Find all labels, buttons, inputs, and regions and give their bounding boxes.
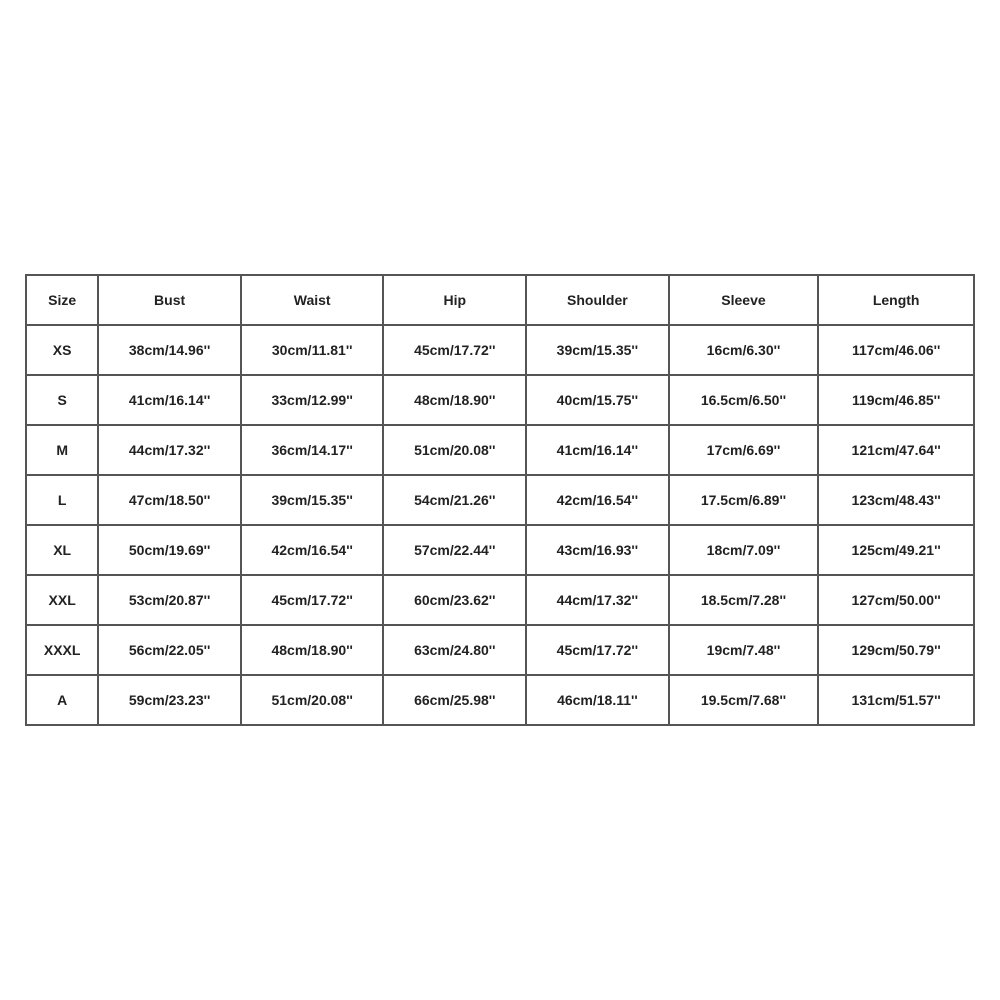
- table-row: [26, 475, 974, 525]
- cell-sleeve: 19cm/7.48'': [669, 625, 819, 675]
- cell-waist: 45cm/17.72'': [241, 575, 384, 625]
- cell-waist: 36cm/14.17'': [241, 425, 384, 475]
- table-row: [26, 325, 974, 375]
- cell-sleeve: 16.5cm/6.50'': [669, 375, 819, 425]
- cell-length: 129cm/50.79'': [818, 625, 974, 675]
- cell-bust: 50cm/19.69'': [98, 525, 241, 575]
- cell-hip: 51cm/20.08'': [383, 425, 526, 475]
- cell-waist: 39cm/15.35'': [241, 475, 384, 525]
- cell-length: 123cm/48.43'': [818, 475, 974, 525]
- cell-bust: 47cm/18.50'': [98, 475, 241, 525]
- table-header-row: [26, 275, 974, 325]
- cell-size: A: [26, 675, 98, 725]
- cell-hip: 63cm/24.80'': [383, 625, 526, 675]
- header-waist: Waist: [241, 275, 384, 325]
- cell-hip: 66cm/25.98'': [383, 675, 526, 725]
- header-shoulder: Shoulder: [526, 275, 669, 325]
- cell-shoulder: 46cm/18.11'': [526, 675, 669, 725]
- cell-hip: 60cm/23.62'': [383, 575, 526, 625]
- cell-sleeve: 19.5cm/7.68'': [669, 675, 819, 725]
- size-chart-table: [25, 274, 975, 726]
- table-row: [26, 575, 974, 625]
- header-size: Size: [26, 275, 98, 325]
- cell-length: 119cm/46.85'': [818, 375, 974, 425]
- cell-waist: 42cm/16.54'': [241, 525, 384, 575]
- cell-sleeve: 18cm/7.09'': [669, 525, 819, 575]
- cell-waist: 48cm/18.90'': [241, 625, 384, 675]
- cell-bust: 59cm/23.23'': [98, 675, 241, 725]
- cell-hip: 54cm/21.26'': [383, 475, 526, 525]
- cell-sleeve: 17.5cm/6.89'': [669, 475, 819, 525]
- cell-sleeve: 17cm/6.69'': [669, 425, 819, 475]
- cell-size: XL: [26, 525, 98, 575]
- cell-shoulder: 41cm/16.14'': [526, 425, 669, 475]
- cell-length: 125cm/49.21'': [818, 525, 974, 575]
- cell-size: S: [26, 375, 98, 425]
- cell-length: 117cm/46.06'': [818, 325, 974, 375]
- header-length: Length: [818, 275, 974, 325]
- cell-size: XS: [26, 325, 98, 375]
- cell-size: XXXL: [26, 625, 98, 675]
- cell-size: M: [26, 425, 98, 475]
- table-row: [26, 625, 974, 675]
- header-bust: Bust: [98, 275, 241, 325]
- cell-bust: 56cm/22.05'': [98, 625, 241, 675]
- cell-shoulder: 43cm/16.93'': [526, 525, 669, 575]
- header-sleeve: Sleeve: [669, 275, 819, 325]
- table-row: [26, 425, 974, 475]
- cell-shoulder: 44cm/17.32'': [526, 575, 669, 625]
- cell-bust: 38cm/14.96'': [98, 325, 241, 375]
- cell-hip: 57cm/22.44'': [383, 525, 526, 575]
- cell-bust: 44cm/17.32'': [98, 425, 241, 475]
- cell-shoulder: 45cm/17.72'': [526, 625, 669, 675]
- cell-waist: 51cm/20.08'': [241, 675, 384, 725]
- cell-bust: 41cm/16.14'': [98, 375, 241, 425]
- cell-sleeve: 16cm/6.30'': [669, 325, 819, 375]
- cell-shoulder: 40cm/15.75'': [526, 375, 669, 425]
- cell-shoulder: 39cm/15.35'': [526, 325, 669, 375]
- cell-hip: 45cm/17.72'': [383, 325, 526, 375]
- cell-length: 121cm/47.64'': [818, 425, 974, 475]
- cell-bust: 53cm/20.87'': [98, 575, 241, 625]
- cell-size: L: [26, 475, 98, 525]
- cell-shoulder: 42cm/16.54'': [526, 475, 669, 525]
- cell-waist: 33cm/12.99'': [241, 375, 384, 425]
- cell-length: 127cm/50.00'': [818, 575, 974, 625]
- cell-size: XXL: [26, 575, 98, 625]
- header-hip: Hip: [383, 275, 526, 325]
- cell-hip: 48cm/18.90'': [383, 375, 526, 425]
- table-row: [26, 675, 974, 725]
- table-row: [26, 525, 974, 575]
- table-row: [26, 375, 974, 425]
- cell-waist: 30cm/11.81'': [241, 325, 384, 375]
- cell-sleeve: 18.5cm/7.28'': [669, 575, 819, 625]
- cell-length: 131cm/51.57'': [818, 675, 974, 725]
